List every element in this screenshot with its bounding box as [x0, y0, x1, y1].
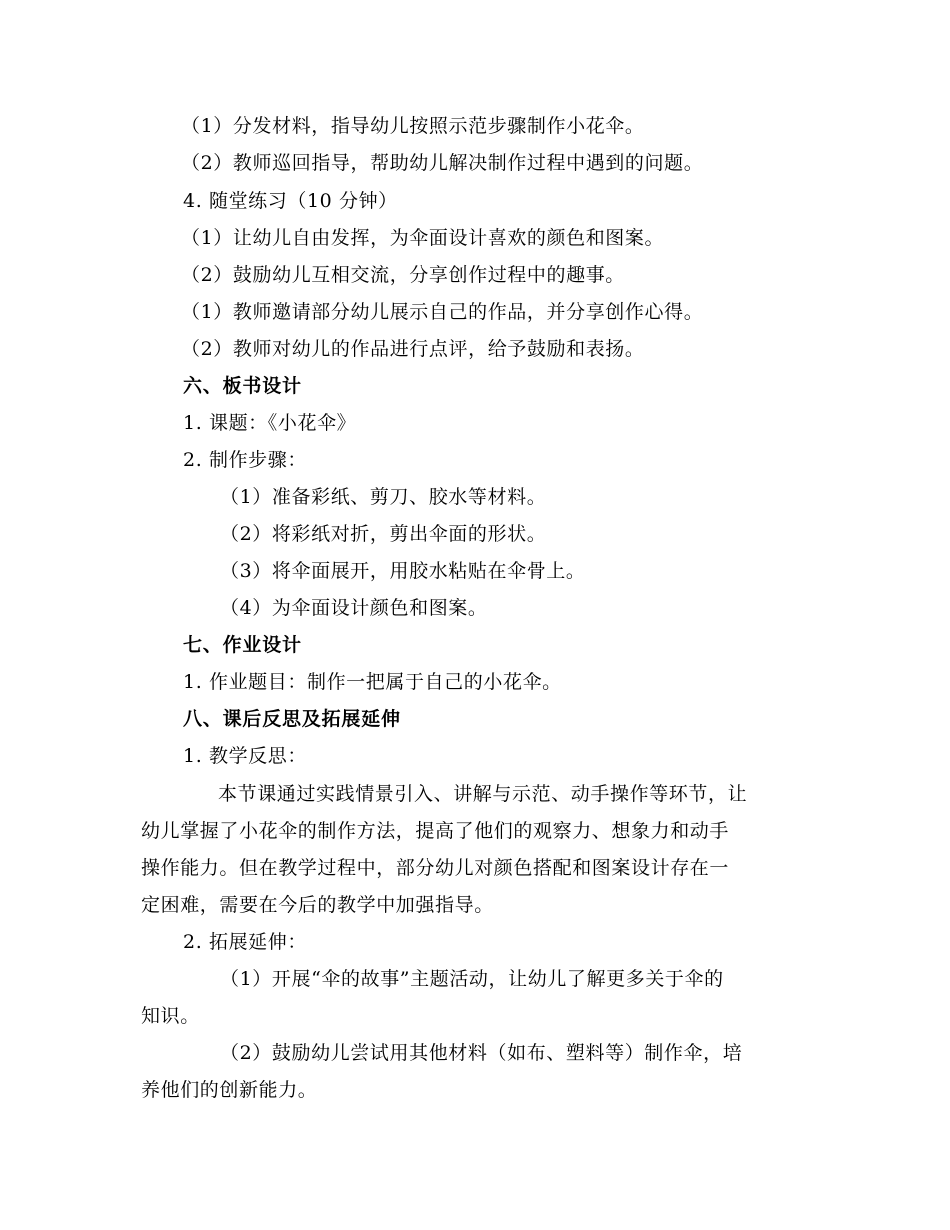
section-heading: 七、作业设计: [183, 634, 302, 656]
section-heading: 八、课后反思及拓展延伸: [183, 708, 401, 730]
text-line: （1）教师邀请部分幼儿展示自己的作品，并分享创作心得。: [181, 301, 704, 323]
text-line: （2）鼓励幼儿互相交流，分享创作过程中的趣事。: [181, 264, 625, 286]
text-line: （2）将彩纸对折，剪出伞面的形状。: [220, 523, 547, 545]
text-line: 2. 拓展延伸：: [183, 931, 307, 953]
text-line: （2）鼓励幼儿尝试用其他材料（如布、塑料等）制作伞，培: [220, 1042, 743, 1064]
text-line: 养他们的创新能力。: [141, 1079, 318, 1101]
text-line: 2. 制作步骤：: [183, 449, 307, 471]
text-line: （1）准备彩纸、剪刀、胶水等材料。: [220, 486, 547, 508]
text-line: （1）开展“伞的故事”主题活动，让幼儿了解更多关于伞的: [220, 968, 724, 990]
text-line: 定困难，需要在今后的教学中加强指导。: [141, 894, 494, 916]
text-line: （3）将伞面展开，用胶水粘贴在伞骨上。: [220, 560, 586, 582]
text-line: （1）让幼儿自由发挥，为伞面设计喜欢的颜色和图案。: [181, 227, 665, 249]
text-line: 4. 随堂练习（10 分钟）: [183, 190, 398, 212]
text-line: （1）分发材料，指导幼儿按照示范步骤制作小花伞。: [181, 115, 645, 137]
text-line: 本节课通过实践情景引入、讲解与示范、动手操作等环节，让: [218, 783, 748, 805]
text-line: 1. 作业题目：制作一把属于自己的小花伞。: [183, 671, 562, 693]
text-line: 1. 教学反思：: [183, 745, 307, 767]
text-line: 知识。: [141, 1005, 200, 1027]
section-heading: 六、板书设计: [183, 375, 302, 397]
text-line: （4）为伞面设计颜色和图案。: [220, 597, 488, 619]
text-line: （2）教师对幼儿的作品进行点评，给予鼓励和表扬。: [181, 338, 645, 360]
text-line: 操作能力。但在教学过程中，部分幼儿对颜色搭配和图案设计存在一: [141, 857, 730, 879]
text-line: 1. 课题：《小花伞》: [183, 412, 357, 434]
text-line: （2）教师巡回指导，帮助幼儿解决制作过程中遇到的问题。: [181, 152, 704, 174]
text-line: 幼儿掌握了小花伞的制作方法，提高了他们的观察力、想象力和动手: [141, 820, 730, 842]
